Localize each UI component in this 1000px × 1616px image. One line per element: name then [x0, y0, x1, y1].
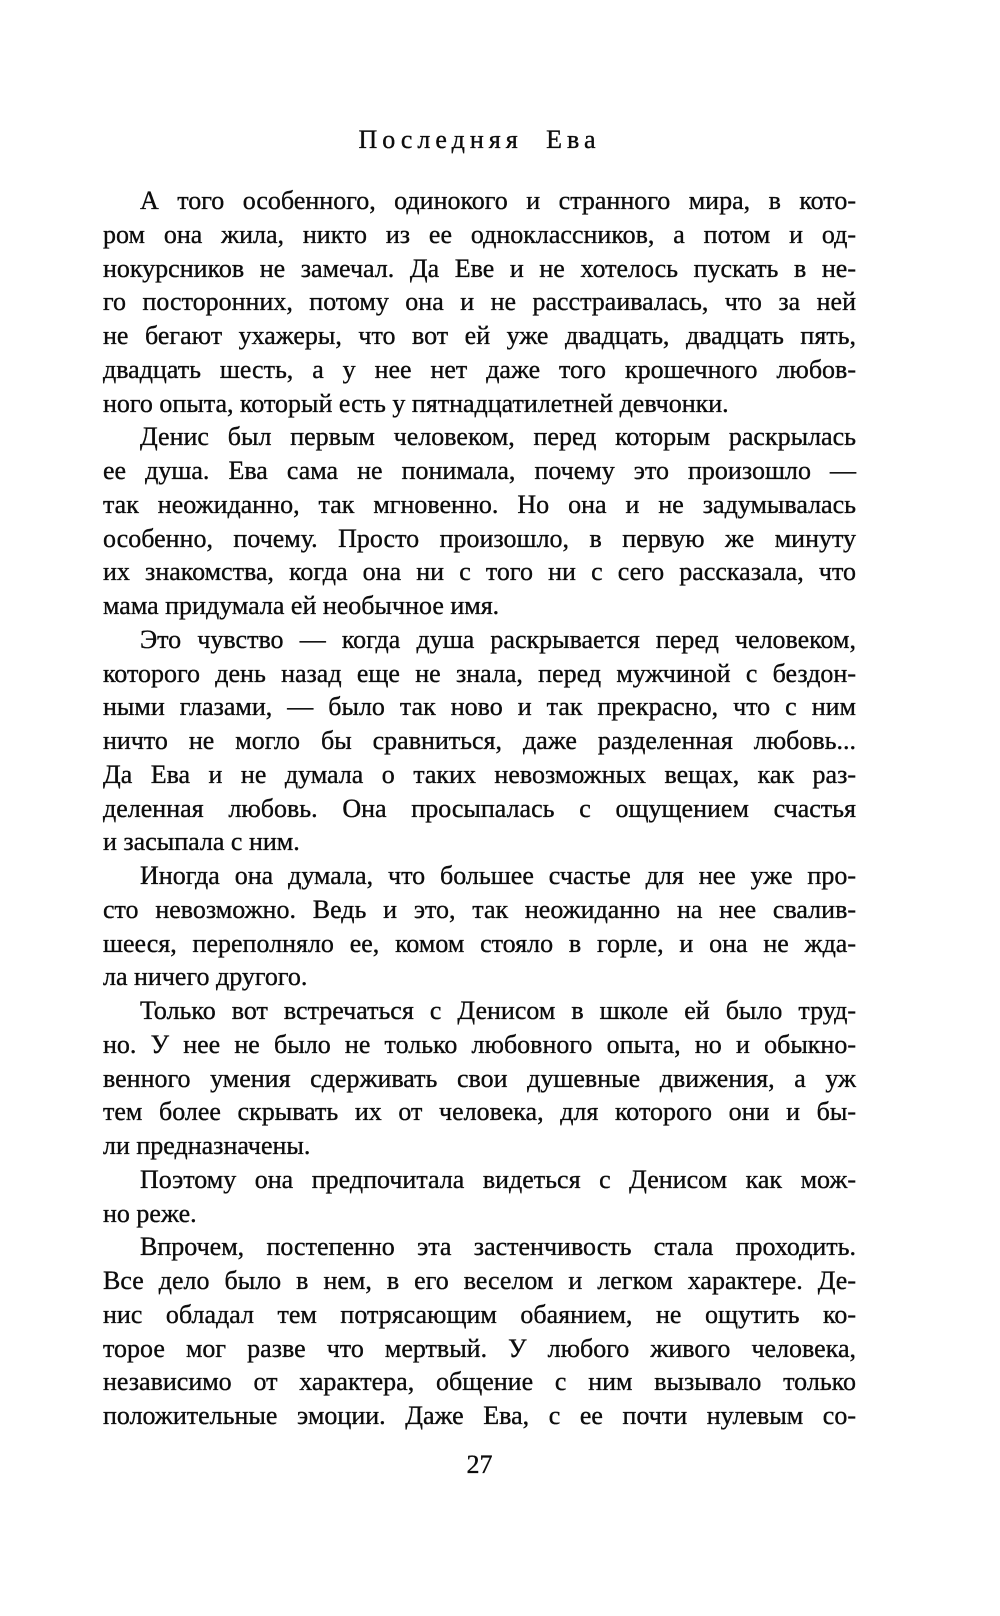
paragraph [103, 859, 856, 994]
text-line: ными глазами, — было так ново и так прекрасно, что с ним [103, 692, 856, 722]
text-line: тем более скрывать их от человека, для которого они и бы- [103, 1097, 856, 1127]
text-line: ли предназначены. [103, 1131, 311, 1160]
text-line: Да Ева и не думала о таких невозможных вещах, как раз- [103, 759, 856, 789]
text-line: их знакомства, когда она ни с того ни с сего рассказала, что [103, 557, 856, 587]
text-line: не бегают ухажеры, что вот ей уже двадцать, двадцать пять, [103, 321, 856, 350]
text-line: так неожиданно, так мгновенно. Но она и не задумывалась [103, 489, 856, 519]
text-block [103, 184, 856, 1433]
text-line: независимо от характера, общение с ним вызывало только [103, 1367, 856, 1397]
text-line: ничто не могло бы сравниться, даже разделенная любовь... [103, 726, 856, 755]
text-line: положительные эмоции. Даже Ева, с ее почти нулевым со- [103, 1401, 856, 1430]
paragraph [103, 184, 856, 420]
text-line: но реже. [103, 1198, 197, 1228]
text-line: ного опыта, который есть у пятнадцатилетней девчонки. [103, 388, 729, 418]
text-line: Впрочем, постепенно эта застенчивость стала проходить. [140, 1232, 856, 1262]
text-line: Иногда она думала, что большее счастье для нее уже про- [140, 861, 856, 890]
text-line: особенно, почему. Просто произошло, в первую же минуту [103, 523, 856, 553]
text-line: нокурсников не замечал. Да Еве и не хотелось пускать в не- [103, 253, 856, 283]
running-title: Последняя Ева [358, 125, 601, 154]
text-line: Поэтому она предпочитала видеться с Денисом как мож- [140, 1164, 856, 1194]
text-line: ла ничего другого. [103, 962, 308, 992]
text-line: нис обладал тем потрясающим обаянием, не ощутить ко- [103, 1299, 856, 1329]
text-line: го посторонних, потому она и не расстраивалась, что за ней [103, 287, 856, 317]
text-line: венного умения сдерживать свои душевные движения, а уж [103, 1063, 856, 1093]
paragraph [103, 420, 856, 623]
text-line: деленная любовь. Она просыпалась с ощущением счастья [103, 793, 856, 823]
text-line: мама придумала ей необычное имя. [103, 591, 500, 620]
text-line: ром она жила, никто из ее одноклассников, а потом и од- [103, 219, 856, 249]
text-line: Только вот встречаться с Денисом в школе ей было труд- [140, 996, 856, 1025]
paragraph [103, 994, 856, 1163]
paragraph [103, 1163, 856, 1231]
text-line: сто невозможно. Ведь и это, так неожиданно на нее свалив- [103, 894, 856, 924]
page-number: 27 [466, 1450, 493, 1479]
text-line: но. У нее не было не только любовного опыта, но и обыкно- [103, 1029, 856, 1059]
text-line: шееся, переполняло ее, комом стояло в горле, и она не жда- [103, 928, 856, 958]
text-line: и засыпала с ним. [103, 827, 300, 857]
text-line: которого день назад еще не знала, перед мужчиной с бездон- [103, 658, 856, 688]
text-line: А того особенного, одинокого и странного мира, в кото- [140, 186, 856, 215]
paragraph [103, 1230, 856, 1433]
text-line: ее душа. Ева сама не понимала, почему это произошло — [103, 456, 856, 485]
text-line: двадцать шесть, а у нее нет даже того крошечного любов- [103, 354, 856, 384]
text-line: торое мог разве что мертвый. У любого живого человека, [103, 1333, 856, 1363]
text-line: Денис был первым человеком, перед которым раскрылась [140, 422, 856, 452]
text-line: Все дело было в нем, в его веселом и легком характере. Де- [103, 1266, 856, 1295]
paragraph [103, 623, 856, 859]
text-line: Это чувство — когда душа раскрывается перед человеком, [140, 624, 856, 654]
